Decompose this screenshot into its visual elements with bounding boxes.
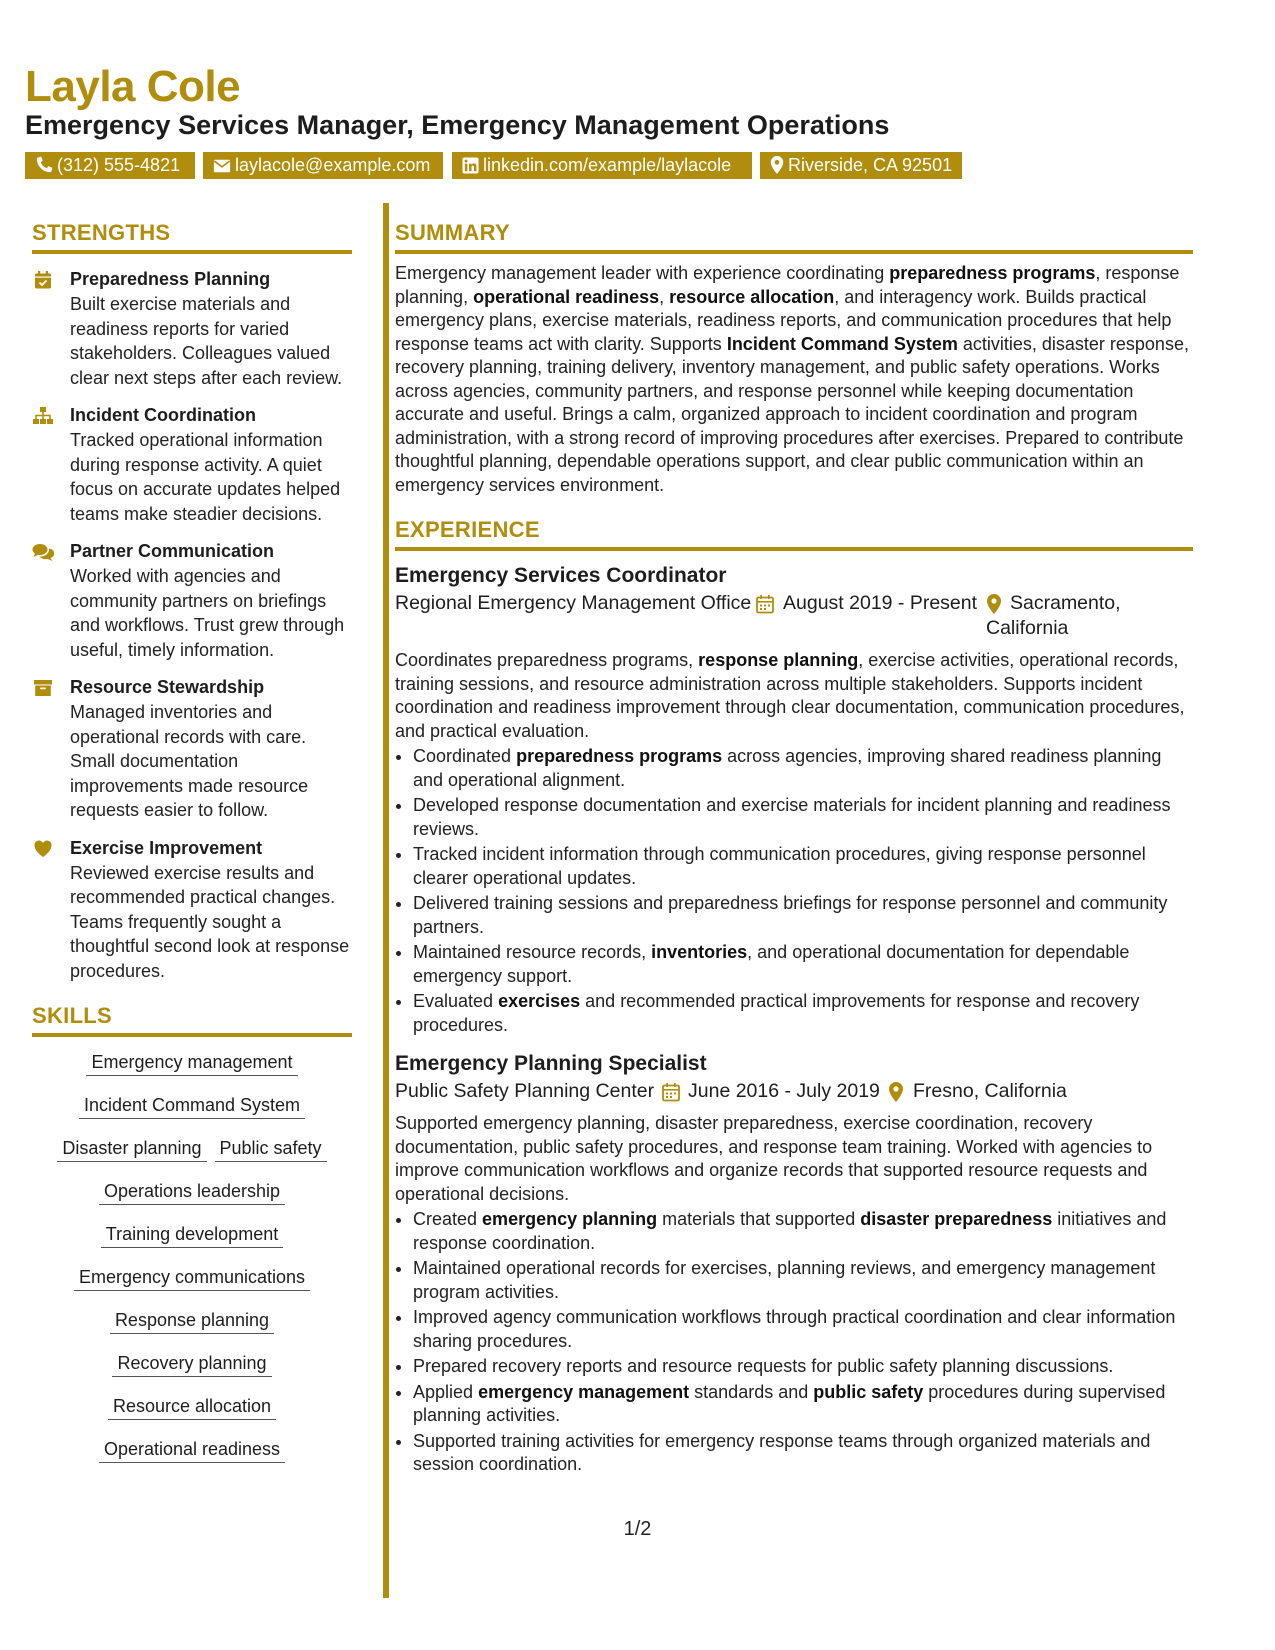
- map-pin-icon: [888, 1082, 904, 1102]
- calendar-check-icon: [32, 270, 54, 290]
- job-bullet: • Improved agency communication workflows through practical coordination and clear information sharing procedures.: [413, 1306, 1193, 1353]
- contact-location-text: Riverside, CA 92501: [788, 155, 953, 175]
- contact-phone[interactable]: [25, 152, 195, 179]
- job-bullet: • Tracked incident information through communication procedures, giving response personnel clearer operational updates.: [413, 843, 1193, 890]
- map-pin-icon: [986, 594, 1002, 614]
- job-meta: [395, 1079, 1193, 1104]
- bold-keyword: exercises: [498, 991, 581, 1011]
- job-organization: Public Safety Planning Center: [395, 1080, 655, 1102]
- strength-title: Exercise Improvement: [70, 837, 263, 858]
- job-description: Supported emergency planning, disaster preparedness, exercise coordination, recovery documentation, public safety procedures, and response team training. Worked with agencies to improve communication workflows and organize records that supported resource requests and operational decisions.: [395, 1113, 1153, 1204]
- job-title: Emergency Services Coordinator: [395, 564, 727, 587]
- linkedin-icon: [462, 157, 479, 174]
- envelope-icon: [213, 158, 231, 174]
- job-title: Emergency Planning Specialist: [395, 1052, 707, 1075]
- bold-keyword: emergency planning: [482, 1209, 658, 1229]
- strength-title: Resource Stewardship: [70, 677, 265, 697]
- job-meta: [395, 591, 1193, 616]
- strength-description: Worked with agencies and community partners on briefings and workflows. Trust grew through useful, timely information.: [70, 566, 345, 660]
- skill-tag: Emergency management: [86, 1049, 297, 1076]
- candidate-name: Layla Cole: [25, 62, 241, 111]
- page-number: 1/2: [623, 1518, 652, 1540]
- right-column: [395, 220, 1193, 1477]
- strengths-list: [32, 266, 352, 983]
- map-pin-icon: [770, 156, 784, 174]
- bold-keyword: preparedness programs: [516, 746, 723, 766]
- strength-description: Tracked operational information during response activity. A quiet focus on accurate updates helped teams make steadier decisions.: [70, 430, 341, 524]
- job-bullet: • Supported training activities for emergency response teams through organized materials and session coordination.: [413, 1430, 1193, 1477]
- strength-item: [32, 402, 352, 526]
- contact-email-text: laylacole@example.com: [235, 155, 431, 175]
- skill-tag: Operations leadership: [99, 1178, 285, 1205]
- contact-linkedin-text: linkedin.com/example/laylacole: [483, 155, 732, 175]
- bold-keyword: resource allocation: [669, 286, 835, 307]
- heart-icon: [32, 839, 54, 859]
- bold-keyword: inventories: [651, 942, 748, 962]
- skill-tag: Disaster planning: [57, 1135, 206, 1162]
- skills-list: [32, 1049, 352, 1468]
- bold-keyword: preparedness programs: [889, 263, 1096, 283]
- job-entry: [395, 1049, 1193, 1477]
- job-dates: August 2019 - Present: [783, 592, 978, 614]
- strength-description: Built exercise materials and readiness reports for varied stakeholders. Colleagues valued clear next steps after each review.: [70, 294, 343, 388]
- experience-heading: EXPERIENCE: [395, 517, 1193, 551]
- job-location: Sacramento,: [1010, 592, 1121, 614]
- job-bullets: [395, 745, 1193, 1037]
- skill-tag: Resource allocation: [108, 1393, 276, 1420]
- job-meta-cont: [395, 616, 1193, 641]
- job-dates: June 2016 - July 2019: [688, 1080, 880, 1102]
- contact-email[interactable]: [203, 152, 443, 179]
- job-description: Coordinates preparedness programs, response planning, exercise activities, operational records, training sessions, and resource administration across multiple stakeholders. Supports incident coordination and readiness improvement through clear documentation, communication procedures, and practical evaluation.: [395, 650, 1185, 741]
- contact-location[interactable]: [760, 152, 962, 179]
- job-bullet: • Created emergency planning materials that supported disaster preparedness initiatives and response coordination.: [413, 1208, 1193, 1255]
- strength-item: [32, 266, 352, 390]
- skill-tag: Response planning: [110, 1307, 274, 1334]
- archive-box-icon: [32, 678, 54, 698]
- skill-tag: Public safety: [215, 1135, 327, 1162]
- skill-tag: Training development: [101, 1221, 283, 1248]
- strength-title: Preparedness Planning: [70, 269, 271, 289]
- summary-heading: SUMMARY: [395, 220, 1193, 254]
- strength-description: Reviewed exercise results and recommended practical changes. Teams frequently sought a thoughtful second look at response procedures.: [70, 862, 350, 981]
- strength-item: [32, 835, 352, 984]
- job-bullet: • Prepared recovery reports and resource requests for public safety planning discussions.: [413, 1355, 1193, 1379]
- job-bullet: • Evaluated exercises and recommended practical improvements for response and recovery procedures.: [413, 990, 1193, 1037]
- candidate-headline: Emergency Services Manager, Emergency Management Operations: [25, 110, 890, 140]
- summary-text: Emergency management leader with experience coordinating preparedness programs, response planning, operational readiness, resource allocation, and interagency work. Builds practical emergency plans, exercise materials, readiness reports, and communication procedures that help response teams act with clarity. Supports Incident Command System activities, disaster response, recovery planning, training delivery, inventory management, and public safety operations. Works across agencies, community partners, and response personnel while keeping documentation accurate and useful. Brings a calm, organized approach to incident coordination and program administration, with a strong record of improving procedures after exercises. Prepared to contribute thoughtful planning, dependable operations support, and clear public communication within an emergency services environment.: [395, 263, 1189, 495]
- column-divider: [383, 203, 389, 1598]
- job-entry: [395, 561, 1193, 1037]
- job-bullet: • Coordinated preparedness programs across agencies, improving shared readiness planning and operational alignment.: [413, 745, 1193, 792]
- strength-item: [32, 674, 352, 823]
- job-location-cont: California: [986, 617, 1069, 639]
- contact-phone-text: (312) 555-4821: [57, 155, 181, 175]
- strength-title: Incident Coordination: [70, 405, 256, 425]
- phone-icon: [35, 156, 53, 174]
- skills-heading: SKILLS: [32, 1003, 352, 1037]
- bold-keyword: emergency management: [478, 1381, 690, 1402]
- bold-keyword: disaster preparedness: [860, 1209, 1053, 1229]
- strength-title: Partner Communication: [70, 541, 275, 561]
- strength-description: Managed inventories and operational records with care. Small documentation improvements made resource requests easier to follow.: [70, 702, 309, 820]
- calendar-icon: [661, 1082, 681, 1102]
- job-bullet: • Developed response documentation and exercise materials for incident planning and readiness reviews.: [413, 794, 1193, 841]
- job-bullet: • Applied emergency management standards and public safety procedures during supervised planning activities.: [413, 1381, 1193, 1428]
- comments-icon: [32, 542, 54, 562]
- job-bullet: • Delivered training sessions and preparedness briefings for response personnel and community partners.: [413, 892, 1193, 939]
- bold-keyword: public safety: [813, 1381, 924, 1402]
- bold-keyword: response planning: [698, 650, 859, 670]
- skill-tag: Incident Command System: [79, 1092, 305, 1119]
- left-column: [32, 220, 352, 1479]
- bold-keyword: Incident Command System: [726, 333, 958, 354]
- job-location: Fresno, California: [913, 1080, 1067, 1102]
- org-chart-icon: [32, 406, 54, 426]
- contact-linkedin[interactable]: [452, 152, 752, 179]
- strength-item: [32, 538, 352, 662]
- job-bullets: [395, 1208, 1193, 1477]
- job-bullet: • Maintained resource records, inventories, and operational documentation for dependable emergency support.: [413, 941, 1193, 988]
- calendar-icon: [755, 594, 775, 614]
- skill-tag: Recovery planning: [112, 1350, 271, 1377]
- job-organization: Regional Emergency Management Office: [395, 592, 752, 614]
- bold-keyword: operational readiness: [473, 286, 660, 307]
- skill-tag: Operational readiness: [99, 1436, 285, 1463]
- strengths-heading: STRENGTHS: [32, 220, 352, 254]
- job-bullet: • Maintained operational records for exercises, planning reviews, and emergency management program activities.: [413, 1257, 1193, 1304]
- skill-tag: Emergency communications: [74, 1264, 310, 1291]
